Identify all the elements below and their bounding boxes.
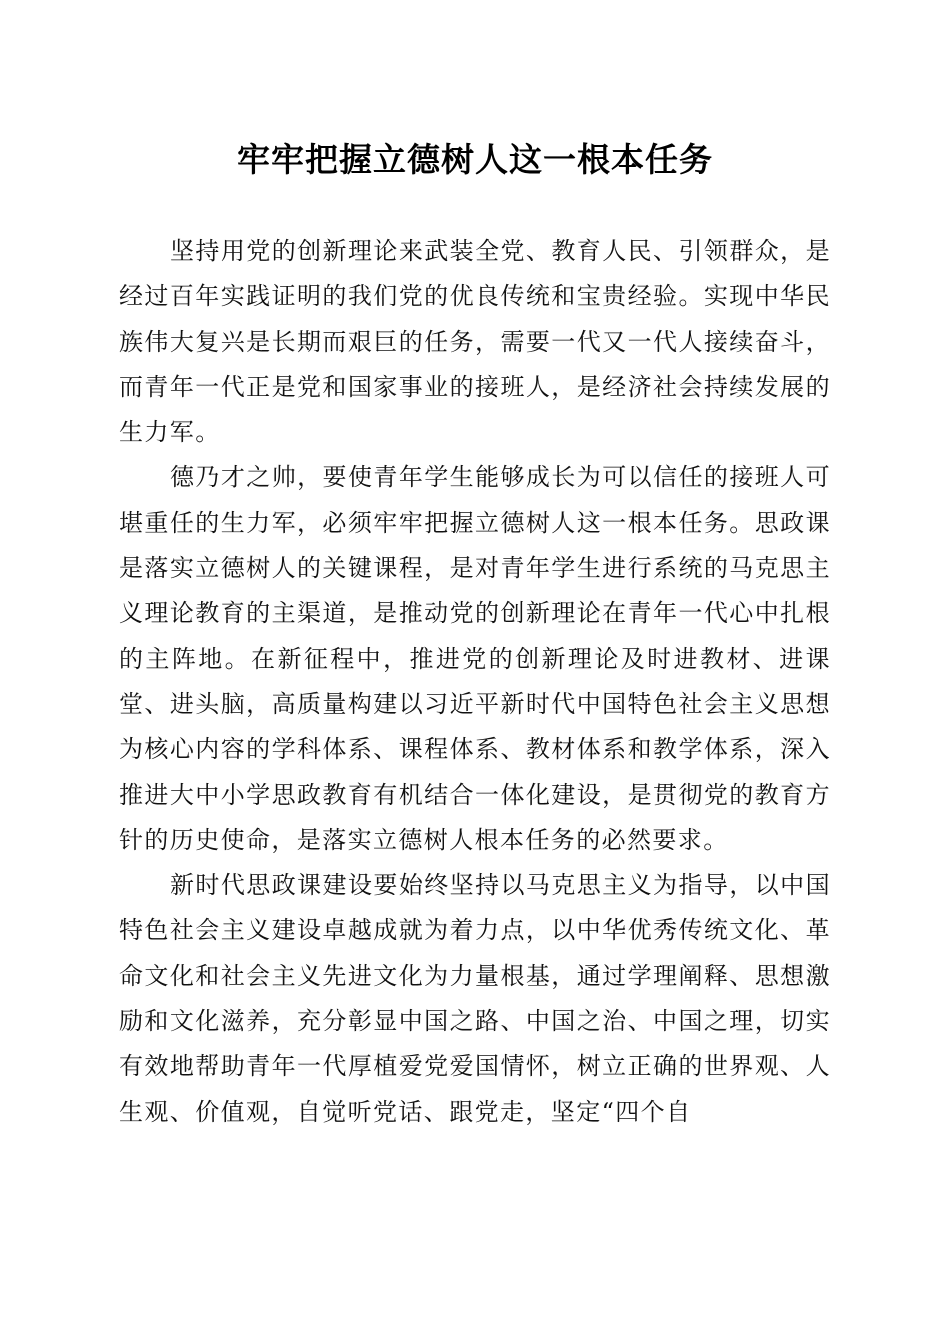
paragraph-2: 德乃才之帅，要使青年学生能够成长为可以信任的接班人可堪重任的生力军，必须牢牢把握立德树人这一根本任务。思政课是落实立德树人的关键课程，是对青年学生进行系统的马克思主义理论教育的主渠道，是推动党的创新理论在青年一代心中扎根的主阵地。在新征程中，推进党的创新理论及时进教材、进课堂、进头脑，高质量构建以习近平新时代中国特色社会主义思想为核心内容的学科体系、课程体系、教材体系和教学体系，深入推进大中小学思政教育有机结合一体化建设，是贯彻党的教育方针的历史使命，是落实立德树人根本任务的必然要求。 xyxy=(119,463,831,854)
document-body xyxy=(119,229,831,1135)
paragraph-1: 坚持用党的创新理论来武装全党、教育人民、引领群众，是经过百年实践证明的我们党的优良传统和宝贵经验。实现中华民族伟大复兴是长期而艰巨的任务，需要一代又一代人接续奋斗，而青年一代正是党和国家事业的接班人，是经济社会持续发展的生力军。 xyxy=(119,237,831,447)
document-title: 牢牢把握立德树人这一根本任务 xyxy=(237,140,713,179)
paragraph-3: 新时代思政课建设要始终坚持以马克思主义为指导，以中国特色社会主义建设卓越成就为着力点，以中华优秀传统文化、革命文化和社会主义先进文化为力量根基，通过学理阐释、思想激励和文化滋养，充分彰显中国之路、中国之治、中国之理，切实有效地帮助青年一代厚植爱党爱国情怀，树立正确的世界观、人生观、价值观，自觉听党话、跟党走，坚定“四个自 xyxy=(119,871,831,1126)
